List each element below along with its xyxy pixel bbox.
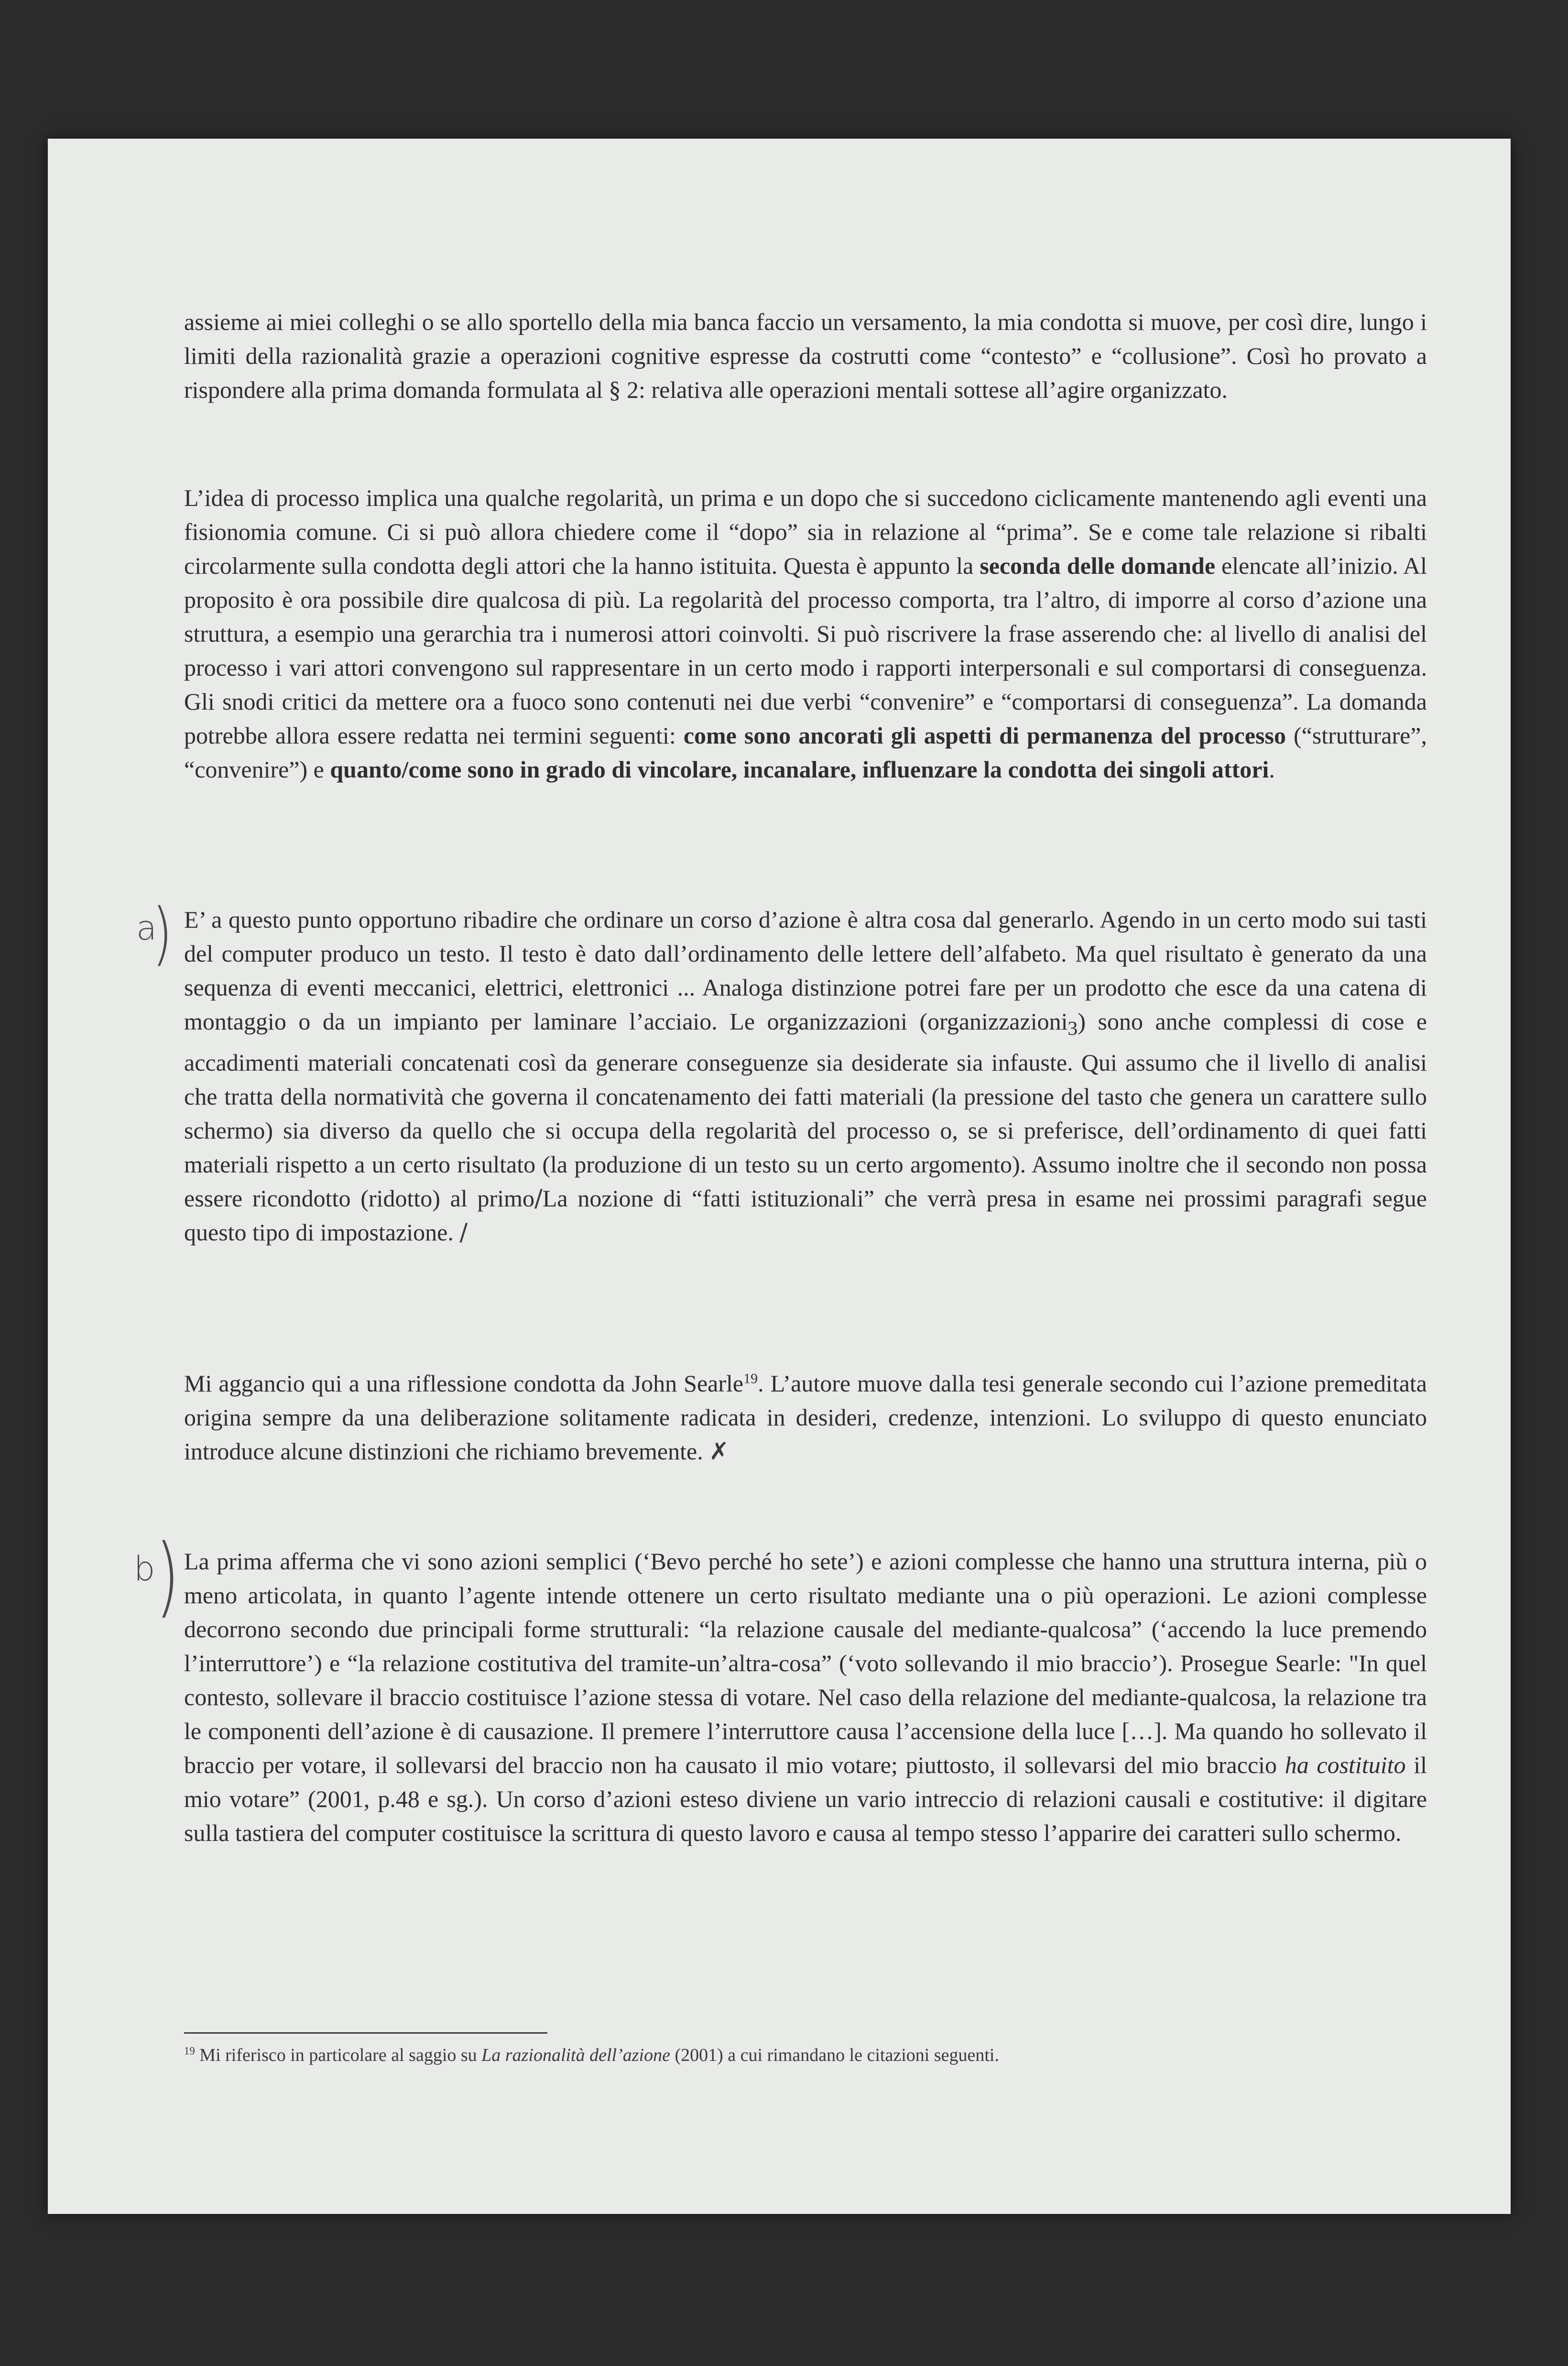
handwritten-mark: ✗ [709, 1437, 730, 1465]
footnote-divider [184, 2032, 547, 2034]
text-run: . [1269, 756, 1275, 783]
handwritten-mark: / [534, 1184, 543, 1212]
document-page [48, 139, 1511, 2214]
text-run: . L’autore muove dalla tesi generale secondo cui l’azione premeditata origina sempre da una deliberazione solitamente radicata in desideri, credenze, intenzioni. Lo sviluppo di questo enunciato introduce alcune distinzioni che richiamo brevemente. [184, 1370, 1427, 1465]
footnote-text: Mi riferisco in particolare al saggio su [195, 2045, 482, 2065]
margin-bracket: ) [152, 893, 173, 974]
footnote [184, 2042, 1451, 2069]
text-run: (“strutturare”, “convenire”) e [184, 722, 1427, 783]
text-run: il mio votare” (2001, p.48 e sg.). Un corso d’azioni esteso diviene un vario intreccio di relazioni causali e costitutive: il digitare sulla tastiera del computer costituisce la scrittura di questo lavoro e causa al tempo stesso l’apparire dei caratteri sullo schermo. [184, 1752, 1427, 1846]
text-run: La nozione di “fatti istituzionali” che verrà presa in esame nei prossimi paragrafi segue questo tipo di impostazione. [184, 1185, 1427, 1246]
text-run: assieme ai miei colleghi o se allo sportello della mia banca faccio un versamento, la mia condotta si muove, per così dire, lungo i limiti della razionalità grazie a operazioni cognitive espresse da costrutti come “contesto” e “collusione”. Così ho provato a rispondere alla prima domanda formulata al § 2: relativa alle operazioni mentali sottese all’agire organizzato. [184, 308, 1427, 403]
text-run: E’ a questo punto opportuno ribadire che ordinare un corso d’azione è altra cosa dal generarlo. Agendo in un certo modo sui tasti del computer produco un testo. Il testo è dato dall’ordinamento delle lettere dell’alfabeto. Ma quel risultato è generato da una sequenza di eventi meccanici, elettrici, elettronici ... Analoga distinzione potrei fare per un prodotto che esce da una catena di montaggio o da un impianto per laminare l’acciaio. Le organizzazioni (organizzazioni [184, 906, 1427, 1035]
text-run: quanto/come sono in grado di vincolare, incanalare, influenzare la condotta dei singoli attori [330, 756, 1269, 783]
text-run: 3 [1067, 1018, 1078, 1040]
paragraph [184, 481, 1427, 787]
text-run: ha costituito [1285, 1752, 1406, 1778]
paragraph [184, 903, 1427, 1249]
margin-note-b: b [134, 1549, 155, 1588]
paragraph [184, 305, 1427, 407]
paragraph [184, 1544, 1427, 1850]
text-run: La prima afferma che vi sono azioni semplici (‘Bevo perché ho sete’) e azioni complesse che hanno una struttura interna, più o meno articolata, in quanto l’agente intende ottenere un certo risultato mediante una o più operazioni. Le azioni complesse decorrono secondo due principali forme strutturali: “la relazione causale del mediante-qualcosa” (‘accendo la luce premendo l’interruttore’) e “la relazione costitutiva del tramite-un’altra-cosa” (‘voto sollevando il mio braccio’). Prosegue Searle: "In quel contesto, sollevare il braccio costituisce l’azione stessa di votare. Nel caso della relazione del mediante-qualcosa, la relazione tra le componenti dell’azione è di causazione. Il premere l’interruttore causa l’accensione della luce […]. Ma quando ho sollevato il braccio per votare, il sollevarsi del braccio non ha causato il mio votare; piuttosto, il sollevarsi del mio braccio [184, 1548, 1427, 1778]
text-run: L’idea di processo implica una qualche regolarità, un prima e un dopo che si succedono ciclicamente mantenendo agli eventi una fisionomia comune. Ci si può allora chiedere come il “dopo” sia in relazione al “prima”. Se e come tale relazione si ribalti circolarmente sulla condotta degli attori che la hanno istituita. Questa è appunto la [184, 484, 1427, 579]
paragraph [184, 1367, 1427, 1468]
footnote-number: 19 [184, 2045, 195, 2057]
footnote-ref: 19 [743, 1370, 758, 1387]
margin-bracket: ) [155, 1525, 180, 1627]
handwritten-mark: / [459, 1218, 468, 1246]
text-run: seconda delle domande [980, 552, 1216, 579]
footnote-title: La razionalità dell’azione [481, 2045, 670, 2065]
text-run: Mi aggancio qui a una riflessione condotta da John Searle [184, 1370, 744, 1397]
text-run: come sono ancorati gli aspetti di permanenza del processo [683, 722, 1286, 749]
margin-note-a: a [136, 909, 157, 948]
text-run: elencate all’inizio. Al proposito è ora possibile dire qualcosa di più. La regolarità del processo comporta, tra l’altro, di imporre al corso d’azione una struttura, a esempio una gerarchia tra i numerosi attori coinvolti. Si può riscrivere la frase asserendo che: al livello di analisi del processo i vari attori convengono sul rappresentare in un certo modo i rapporti interpersonali e sul comportarsi di conseguenza. Gli snodi critici da mettere ora a fuoco sono contenuti nei due verbi “convenire” e “comportarsi di conseguenza”. La domanda potrebbe allora essere redatta nei termini seguenti: [184, 552, 1427, 749]
text-run: ) sono anche complessi di cose e accadimenti materiali concatenati così da generare conseguenze sia desiderate sia infauste. Qui assumo che il livello di analisi che tratta della normatività che governa il concatenamento dei fatti materiali (la pressione del tasto che genera un carattere sullo schermo) sia diverso da quello che si occupa della regolarità del processo o, se si preferisce, dell’ordinamento di quei fatti materiali rispetto a un certo risultato (la produzione di un testo su un certo argomento). Assumo inoltre che il secondo non possa essere ricondotto (ridotto) al primo [184, 1008, 1427, 1212]
footnote-text: (2001) a cui rimandano le citazioni seguenti. [670, 2045, 999, 2065]
